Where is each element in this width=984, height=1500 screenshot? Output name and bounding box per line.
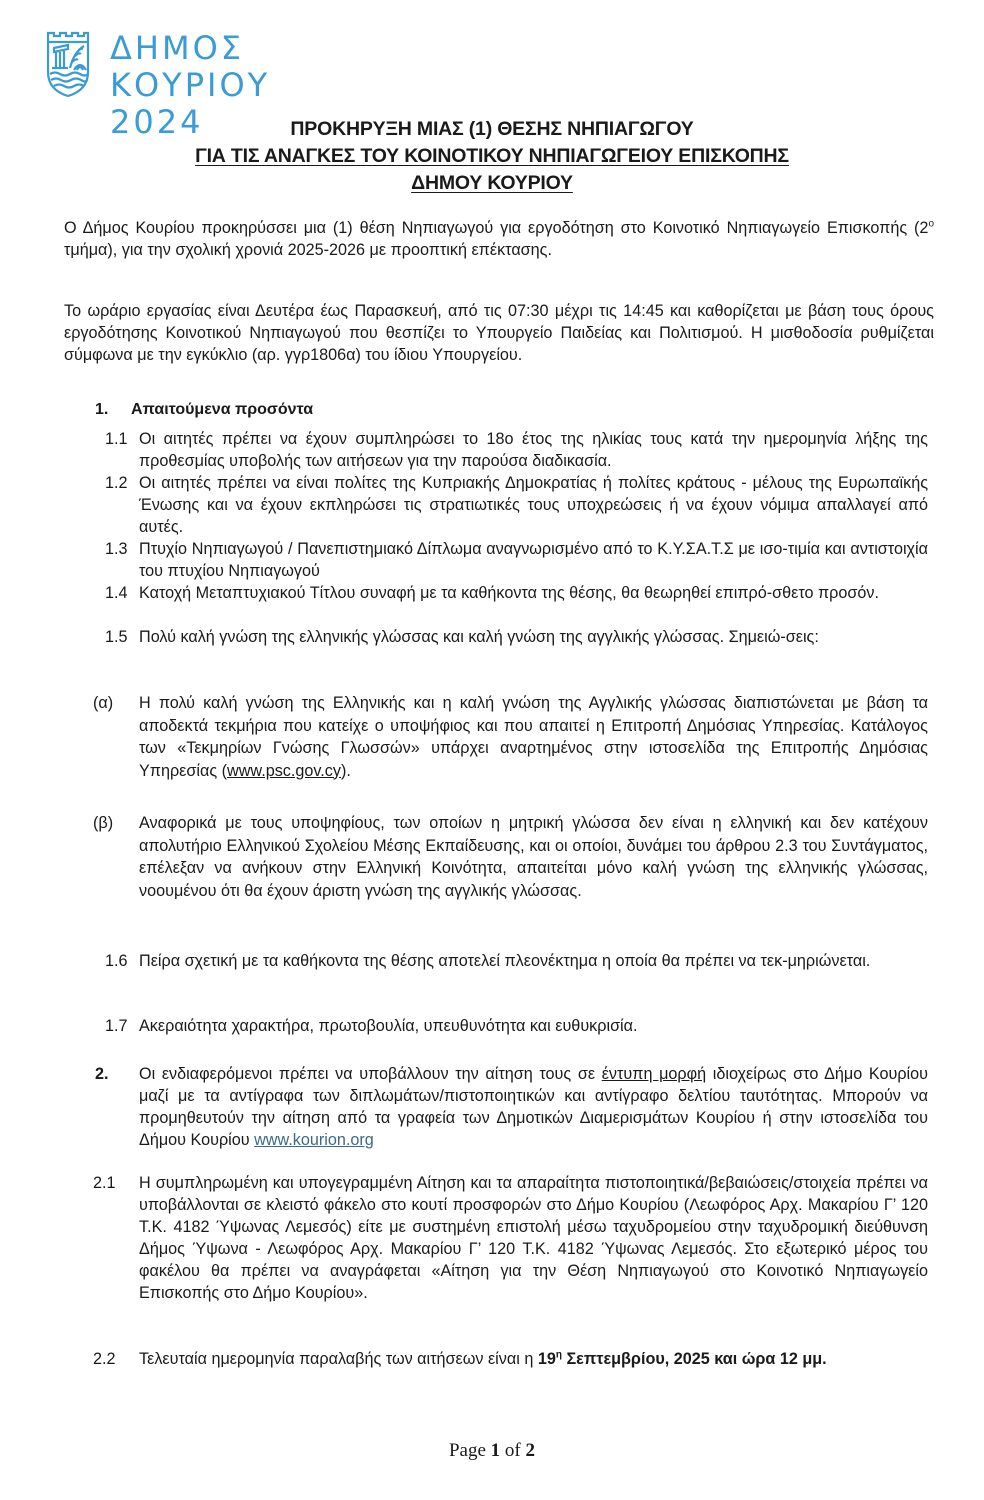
requirement-item	[95, 950, 928, 972]
language-note-a	[93, 692, 928, 782]
requirement-item	[95, 582, 928, 604]
intro-text: τμήμα), για την σχολική χρονιά 2025-2026 με προοπτική επέκτασης.	[64, 241, 552, 259]
page-number-footer	[0, 1440, 984, 1462]
deadline-date	[538, 1350, 827, 1368]
title-line-3: ΔΗΜΟΥ ΚΟΥΡΙΟΥ	[411, 172, 573, 194]
note-label: (α)	[93, 694, 114, 712]
item-text: Πτυχίο Νηπιαγωγού / Πανεπιστημιακό Δίπλωμα αναγνωρισμένο από το Κ.Υ.ΣΑ.Τ.Σ με ισο-τιμία και αντιστοιχία του πτυχίου Νηπιαγωγού	[139, 540, 928, 580]
note-label: (β)	[93, 814, 114, 832]
section-1-heading	[95, 401, 313, 419]
language-note-b	[93, 812, 928, 902]
deadline-text-a: Τελευταία ημερομηνία παραλαβής των αιτήσεων είναι η	[139, 1350, 538, 1368]
item-text: Οι αιτητές πρέπει να έχουν συμπληρώσει το 18ο έτος της ηλικίας τους κατά την ημερομηνία λήξης της προθεσμίας υποβολής των αιτήσεων για την παρούσα διαδικασία.	[139, 430, 928, 470]
item-text: Κατοχή Μεταπτυχιακού Τίτλου συναφή με τα καθήκοντα της θέσης, θα θεωρηθεί επιπρό-σθετο προσόν.	[139, 584, 879, 602]
item-number: 1.6	[105, 952, 128, 970]
requirement-item	[95, 1015, 928, 1037]
ordinal-superscript: η	[555, 1349, 562, 1361]
note-text: Αναφορικά με τους υποψηφίους, των οποίων η μητρική γλώσσα δεν είναι η ελληνική και δεν κατέχουν απολυτήριο Ελληνικού Σχολείου Μέσης Εκπαίδευσης, και οι οποίοι, δυνάμει του άρθρου 2.3 του Συντάγματος, επέλεξαν να ανήκουν στην Ελληνική Κοινότητα, απαιτείται μόνο καλή γνώση της ελληνικής γλώσσας, νοουμένου ότι θα έχουν άριστη γνώση της αγγλικής γλώσσας.	[139, 814, 928, 900]
intro-paragraph-1	[64, 217, 934, 261]
intro-paragraph-2: Το ωράριο εργασίας είναι Δευτέρα έως Παρασκευή, από τις 07:30 μέχρι τις 14:45 και καθορίζεται με βάση τους όρους εργοδότησης Κοινοτικού Νηπιαγωγού που θεσπίζει το Υπουργείο Παιδείας και Πολιτισμού. Η μισθοδοσία ρυθμίζεται σύμφωνα με την εγκύκλιο (αρ. γγρ1806α) του ίδιου Υπουργείου.	[64, 302, 934, 364]
section-number: 1.	[95, 401, 109, 418]
section-2-text	[139, 1063, 928, 1151]
brand-line-1: ΔΗΜΟΣ ΚΟΥΡΙΟΥ	[110, 29, 271, 104]
item-text: Η συμπληρωμένη και υπογεγραμμένη Αίτηση και τα απαραίτητα πιστοποιητικά/βεβαιώσεις/στοιχεία πρέπει να υποβάλλονται σε κλειστό φάκελο στο κουτί προσφορών στο Δήμο Κουρίου (Λεωφόρος Αρχ. Μακαρίου Γ’ 120 Τ.Κ. 4182 Ύψωνας Λεμεσός) είτε με συστημένη επιστολή μέσω ταχυδρομείου στην ταχυδρομική διεύθυνση Δήμος Ύψωνα - Λεωφόρος Αρχ. Μακαρίου Γ’ 120 Τ.Κ. 4182 Ύψωνας Λεμεσός. Στο εξωτερικό μέρος του φακέλου θα πρέπει να αναγράφεται «Αίτηση για την Θέση Νηπιαγωγού στο Κοινοτικό Νηπιαγωγείο Επισκοπής στο Δήμο Κουρίου».	[139, 1174, 928, 1302]
footer-of: of	[500, 1440, 526, 1461]
printed-form-emphasis: έντυπη μορφή	[601, 1065, 707, 1083]
item-text: Οι αιτητές πρέπει να είναι πολίτες της Κυπριακής Δημοκρατίας ή πολίτες κράτους - μέλους της Ευρωπαϊκής Ένωσης και να έχουν εκπληρώσει τις στρατιωτικές τους υποχρεώσεις ή να έχουν νόμιμα απαλλαγεί από αυτές.	[139, 474, 928, 536]
psc-website-link[interactable]: www.psc.gov.cy	[227, 761, 341, 780]
item-number: 2.2	[93, 1350, 116, 1368]
note-text-end: ).	[340, 761, 351, 780]
requirement-item	[95, 428, 928, 472]
kourion-website-link[interactable]: www.kourion.org	[254, 1131, 374, 1149]
item-number: 1.1	[105, 430, 128, 448]
item-number: 1.2	[105, 474, 128, 492]
item-number: 1.5	[105, 628, 128, 646]
municipality-crest-icon	[44, 30, 92, 98]
note-text-body: Η πολύ καλή γνώση της Ελληνικής και η καλή γνώση της Αγγλικής γλώσσας διαπιστώνεται με βάση τα αποδεκτά τεκμήρια που κατείχε ο υποψήφιος και που απαιτεί η Επιτροπή Δημόσιας Υπηρεσίας. Κατάλογος των «Τεκμηρίων Γνώσης Γλωσσών» υπάρχει αναρτημένος στην ιστοσελίδα της Επιτροπής Δημόσιας Υπηρεσίας (	[139, 694, 928, 780]
item-number: 2.1	[93, 1174, 116, 1192]
section-number: 2.	[95, 1065, 109, 1083]
section-2-text-b: ιδιοχείρως στο Δήμο Κουρίου μαζί με τα αντίγραφα των διπλωμάτων/πιστοποιητικών και αντίγραφο δελτίου ταυτότητας. Μπορούν να προμηθευτούν την αίτηση από τα γραφεία των Δημοτικών Διαμερισμάτων Κουρίου ή στην ιστοσελίδα του Δήμου Κουρίου	[139, 1065, 928, 1149]
item-text: Ακεραιότητα χαρακτήρα, πρωτοβουλία, υπευθυνότητα και ευθυκρισία.	[139, 1017, 638, 1035]
item-text: Πολύ καλή γνώση της ελληνικής γλώσσας και καλή γνώση της αγγλικής γλώσσας. Σημειώ-σεις:	[139, 628, 819, 646]
deadline-text	[139, 1348, 928, 1370]
section-2-text-a: Οι ενδιαφερόμενοι πρέπει να υποβάλλουν την αίτηση τους σε	[139, 1065, 602, 1083]
deadline-day: 19	[537, 1350, 556, 1368]
brand-line-2: 2024	[110, 103, 204, 141]
footer-prefix: Page	[448, 1440, 491, 1461]
section-title: Απαιτούμενα προσόντα	[131, 401, 314, 418]
intro-text: Ο Δήμος Κουρίου προκηρύσσει μια (1) θέση Νηπιαγωγού για εργοδότηση στο Κοινοτικό Νηπιαγωγείο Επισκοπής (2	[64, 219, 929, 237]
item-text: Πείρα σχετική με τα καθήκοντα της θέσης αποτελεί πλεονέκτημα η οποία θα πρέπει να τεκ-μηριώνεται.	[139, 952, 871, 970]
ordinal-superscript: ο	[928, 218, 934, 230]
municipality-logo	[44, 29, 404, 141]
item-number: 1.4	[105, 584, 128, 602]
total-pages: 2	[525, 1440, 535, 1461]
deadline-month-time: Σεπτεμβρίου, 2025 και ώρα 12 μμ.	[561, 1350, 827, 1368]
current-page: 1	[490, 1440, 501, 1461]
note-text	[139, 692, 928, 782]
requirement-item	[95, 538, 928, 582]
title-line-1: ΠΡΟΚΗΡΥΞΗ ΜΙΑΣ (1) ΘΕΣΗΣ ΝΗΠΙΑΓΩΓΟΥ	[290, 118, 694, 140]
section-2	[93, 1063, 928, 1151]
requirement-item	[95, 472, 928, 538]
deadline-item-2-2	[93, 1348, 928, 1370]
requirement-item	[95, 626, 928, 648]
submission-item-2-1	[93, 1172, 928, 1304]
title-line-2: ΓΙΑ ΤΙΣ ΑΝΑΓΚΕΣ ΤΟΥ ΚΟΙΝΟΤΙΚΟΥ ΝΗΠΙΑΓΩΓΕΙΟΥ ΕΠΙΣΚΟΠΗΣ	[195, 145, 789, 167]
item-number: 1.7	[105, 1017, 128, 1035]
item-number: 1.3	[105, 540, 128, 558]
document-title	[0, 116, 984, 197]
